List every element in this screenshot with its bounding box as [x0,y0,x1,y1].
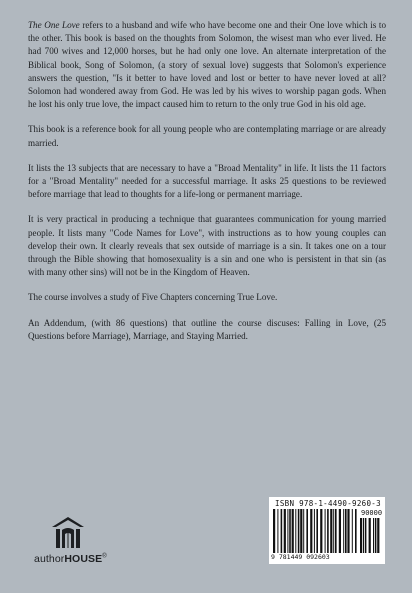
paragraph-lists: It lists the 13 subjects that are necessary to have a "Broad Mentality" in life. It lists the 11 factors for a "Broad Mentality" needed for a successful marriage. It asks 25 questions to be reviewed before marriage that lead to thoughts for a life-long or permanent marriage. [28,162,386,200]
publisher-logo [34,516,112,576]
paragraph-addendum: An Addendum, (with 86 questions) that outline the course discuses: Falling in Love, (25 Questions before Marriage), Marriage, and Staying Married. [28,317,386,341]
publisher-name-bold: HOUSE [64,553,103,565]
trademark-symbol: ® [102,553,107,560]
book-house-icon [50,516,86,550]
price-barcode-bars [360,518,382,553]
paragraph-intro-text: refers to a husband and wife who have become one and their One love which is to the other. This book is based on the thoughts from Solomon, the wisest man who ever lived. He had 700 wives and 12,000 horses, but he had only one love. An alternate interpretation of the Biblical book, Song of Solomon, (a story of sexual love) suggests that Solomon's experience answers the question, "Is it better to have loved and lost or better to have never loved at all? Solomon had wondered away from God. He was led by his wives to worship pagan gods. When he lost his only true love, the impact caused him to return to the only true God in his old age. [28,20,387,110]
price-code: 90000 [361,509,383,517]
publisher-name-prefix: author [34,553,65,565]
paragraph-reference: This book is a reference book for all young people who are contemplating marriage or are already married. [28,124,386,148]
paragraph-practical: It is very practical in producing a technique that guarantees communication for young married people. It lists many "Code Names for Love", with instructions as to how young couples can develop their own. It clearly reveals that sex outside of marriage is a sin. It takes one on a tour through the Bible showing that homosexuality is a sin and one who is persistent in that sin (as with many other sins) will not be in the Kingdom of Heaven. [28,214,386,278]
publisher-name [34,553,107,565]
isbn-label: ISBN 978-1-4490-9260-3 [275,499,381,508]
isbn-barcode [269,497,385,564]
back-cover-description [28,19,386,355]
barcode-bars [273,509,357,553]
barcode-digits: 9 781449 092603 [271,553,330,561]
book-title: The One Love [28,20,80,30]
paragraph-course: The course involves a study of Five Chapters concerning True Love. [28,292,278,303]
paragraph-intro [28,19,386,111]
